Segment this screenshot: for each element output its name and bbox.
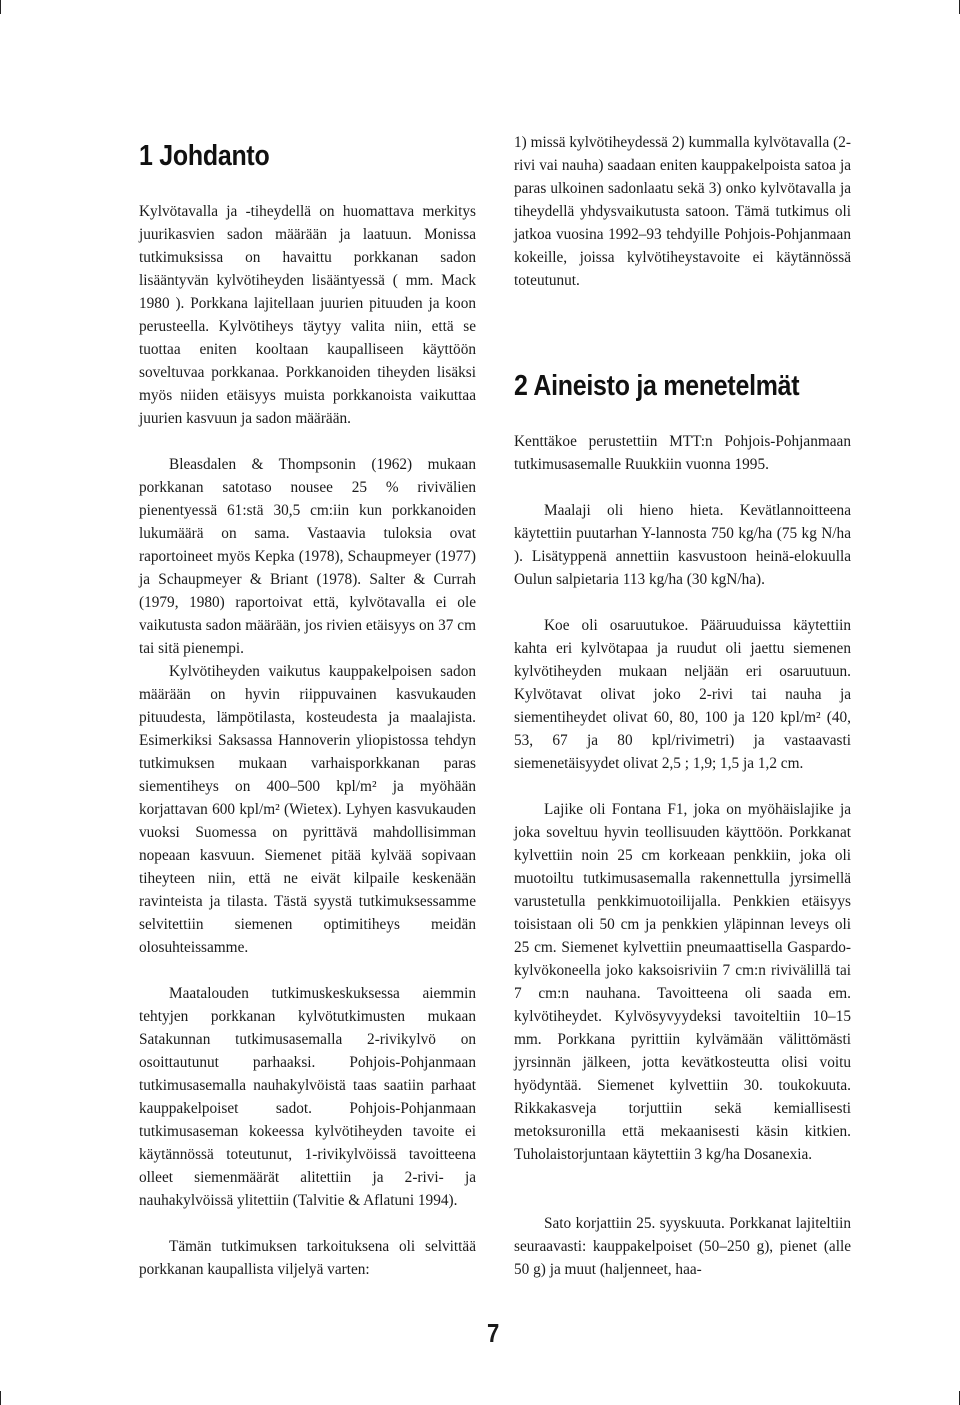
page-number: 7 — [487, 1318, 500, 1348]
intro-paragraph-2: Bleasdalen & Thompsonin (1962) mukaan porkkanan satotaso nousee 25 % rivivälien pienentyessä 61:stä 30,5 cm:iin kun porkkanoiden lukumäärä on sama. Vastaavia tuloksia ovat raportoineet myös Kepka (1978), Schaupmeyer (1977) ja Schaupmeyer & Briant (1978). Salter & Currah (1979, 1980) raportoivat että, kylvötavalla ei ole vaikutusta sadon määrään, jos rivien etäisyys on 37 cm tai sitä pienempi. — [139, 456, 476, 657]
intro-paragraph-5: Tämän tutkimuksen tarkoituksena oli selvittää porkkanan kaupallista viljelyä varten: — [139, 1238, 476, 1278]
crop-mark-bottom-left — [0, 1391, 1, 1405]
crop-mark-top-left — [0, 0, 1, 14]
methods-paragraph-1: Kenttäkoe perustettiin MTT:n Pohjois-Pohjanmaan tutkimusasemalle Ruukkiin vuonna 1995. — [514, 433, 851, 473]
methods-paragraph-2: Maalaji oli hieno hieta. Kevätlannoitteena käytettiin puutarhan Y-lannosta 750 kg/ha (75 kg N/ha ). Lisätyppenä annettiin kasvustoon heinä-elokuulla Oulun salpietaria 113 kg/ha (30 kgN/ha). — [514, 502, 851, 588]
methods-paragraph-3: Koe oli osaruutukoe. Pääruuduissa käytettiin kahta eri kylvötapaa ja ruudut oli jaettu siemenen kylvötiheyden mukaan neljään eri osaruutuun. Kylvötavat olivat joko 2-rivi tai nauha ja siementiheydet olivat 60, 80, 100 ja 120 kpl/m² (40, 53, 67 ja 80 kpl/rivimetri) ja vastaavasti siemenetäisyydet olivat 2,5 ; 1,9; 1,5 ja 1,2 cm. — [514, 617, 851, 772]
section-heading-materials-methods: 2 Aineisto ja menetelmät — [514, 370, 800, 402]
intro-paragraph-3: Kylvötiheyden vaikutus kauppakelpoisen sadon määrään on hyvin riippuvainen kasvukauden pituudesta, lämpötilasta, kosteudesta ja maalajista. Esimerkiksi Saksassa Hannoverin yliopistossa tehdyn tutkimuksen mukaan varhaisporkkanan paras siementiheys on 400–500 kpl/m² ja myöhään korjattavan 600 kpl/m² (Wietex). Lyhyen kasvukauden vuoksi Suomessa on pyrittävä mahdollisimman nopeaan kasvuun. Siemenet pitää kylvää sopivaan tiheyteen niin, että ne eivät kilpaile keskenään ravinteista ja tilasta. Tästä syystä tutkimuksessamme selvitettiin siemenen optimitiheys meidän olosuhteissamme. — [139, 663, 476, 956]
research-questions-paragraph: 1) missä kylvötiheydessä 2) kummalla kylvötavalla (2-rivi vai nauha) saadaan eniten kauppakelpoista satoa ja paras ulkoinen sadonlaatu sekä 3) onko kylvötavalla ja tiheydellä yhdysvaikutusta satoon. Tämä tutkimus oli jatkoa vuosina 1992–93 tehdyille Pohjois-Pohjanmaan kokeille, joissa kylvötiheystavoite ei käytännössä toteutunut. — [514, 134, 851, 289]
methods-paragraph-4: Lajike oli Fontana F1, joka on myöhäislajike ja joka soveltuu hyvin teollisuuden käyttöön. Porkkanat kylvettiin noin 25 cm korkeaan penkkiin, joka oli muotoiltu tutkimusasemalla rakennettulla jyrsimellä varustetulla penkkimuotoilijalla. Penkkien etäisyys toisistaan oli 50 cm ja penkkien yläpinnan leveys oli 25 cm. Siemenet kylvettiin pneumaattisella Gaspardo-kylvökoneella joko kaksoisriviin 7 cm:n rivivälillä tai 7 cm:n nauhana. Tavoitteena oli saada em. kylvötiheydet. Kylvösyvyydeksi tavoiteltiin 10–15 mm. Porkkana pyrittiin kylvämään välittömästi jyrsinnän jälkeen, jotta kevätkosteutta olisi voitu hyödyntää. Siemenet kylvettiin 30. toukokuuta. Rikkakasveja torjuttiin sekä kemiallisesti metoksuronilla että mekaanisesti käsin kitkien. Tuholaistorjuntaan käytettiin 3 kg/ha Dosanexia. — [514, 801, 851, 1163]
intro-paragraph-1: Kylvötavalla ja -tiheydellä on huomattava merkitys juurikasvien sadon määrään ja laatuun. Monissa tutkimuksissa on havaittu porkkanan sadon lisääntyvän kylvötiheyden lisääntyessä ( mm. Mack 1980 ). Porkkana lajitellaan juurien pituuden ja koon perusteella. Kylvötiheys täytyy valita niin, että se tuottaa eniten kooltaan kaupalliseen käyttöön soveltuvaa porkkanaa. Porkkanoiden tiheyden lisäksi myös niiden etäisyys muista porkkanoista vaikuttaa juurien kasvuun ja sadon määrään. — [139, 203, 476, 427]
intro-paragraph-4: Maatalouden tutkimuskeskuksessa aiemmin tehtyjen porkkanan kylvötutkimusten mukaan Satakunnan tutkimusasemalla 2-rivikylvö on osoittautunut parhaaksi. Pohjois-Pohjanmaan tutkimusasemalla nauhakylvöistä taas saatiin parhaat kauppakelpoiset sadot. Pohjois-Pohjanmaan tutkimusaseman kokeessa kylvötiheyden tavoite ei käytännössä toteutunut, 1-rivikylvöissä tavoitteena olleet siemenmäärät alitettiin ja 2-rivi- ja nauhakylvöissä ylitettiin (Talvitie & Aflatuni 1994). — [139, 985, 476, 1209]
methods-paragraph-5: Sato korjattiin 25. syyskuuta. Porkkanat lajiteltiin seuraavasti: kauppakelpoiset (50–250 g), pienet (alle 50 g) ja muut (haljenneet, haa- — [514, 1215, 851, 1278]
section-heading-introduction: 1 Johdanto — [139, 140, 270, 172]
